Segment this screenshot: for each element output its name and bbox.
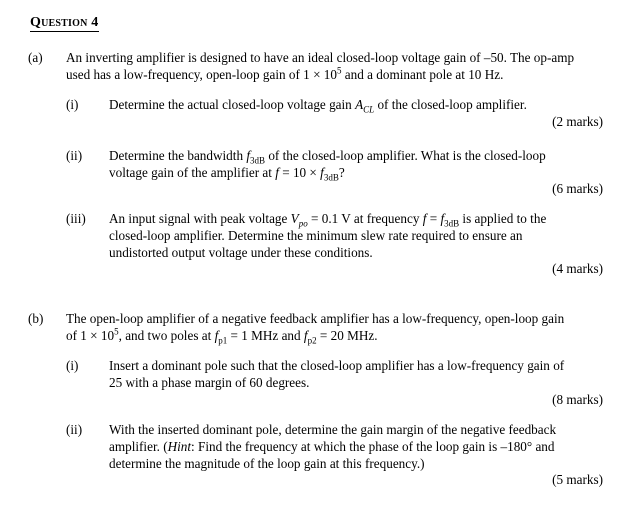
intro-text: = 20 MHz. bbox=[316, 328, 378, 343]
item-text: : Find the frequency at which the phase of the loop gain is –180° and bbox=[191, 439, 555, 454]
part-a-item-ii-text bbox=[109, 147, 603, 181]
item-text: ? bbox=[338, 165, 345, 180]
intro-gain-exponent: 5 bbox=[337, 65, 342, 76]
symbol-subscript: p1 bbox=[218, 335, 228, 346]
item-text: = bbox=[426, 211, 441, 226]
part-b-item-ii-text bbox=[109, 421, 603, 472]
item-line bbox=[109, 164, 603, 181]
part-a-intro-line1: An inverting amplifier is designed to have an ideal closed-loop voltage gain of –50. The op-amp bbox=[66, 50, 575, 65]
symbol-f: f bbox=[214, 328, 219, 343]
symbol-subscript: p2 bbox=[307, 335, 317, 346]
item-text: An input signal with peak voltage bbox=[109, 211, 291, 226]
symbol-subscript: 3dB bbox=[250, 155, 266, 166]
part-a-item-iii-text bbox=[109, 210, 603, 261]
part-a-item-i-text bbox=[109, 96, 603, 113]
part-b-item-ii-marks: (5 marks) bbox=[552, 472, 603, 487]
part-a-label: (a) bbox=[28, 50, 43, 65]
part-a-item-i-label: (i) bbox=[66, 97, 79, 112]
symbol-subscript: 3dB bbox=[444, 218, 460, 229]
intro-text: , and two poles at bbox=[118, 328, 215, 343]
item-line bbox=[109, 438, 603, 455]
item-text: is applied to the bbox=[459, 211, 547, 226]
part-b-item-i-text bbox=[109, 357, 603, 391]
intro-pole-text: and a dominant pole at 10 Hz. bbox=[341, 67, 504, 82]
gain-exponent: 5 bbox=[114, 326, 119, 337]
symbol-f: f bbox=[303, 328, 308, 343]
item-text: of the closed-loop amplifier. What is the closed-loop bbox=[265, 148, 546, 163]
symbol-a: A bbox=[355, 97, 364, 112]
intro-text: = 1 MHz and bbox=[227, 328, 304, 343]
symbol-subscript: 3dB bbox=[323, 172, 339, 183]
item-line: determine the magnitude of the loop gain at this frequency.) bbox=[109, 456, 425, 471]
part-b-intro-line1: The open-loop amplifier of a negative feedback amplifier has a low-frequency, open-loop gain bbox=[66, 311, 565, 326]
item-line: With the inserted dominant pole, determine the gain margin of the negative feedback bbox=[109, 422, 557, 437]
item-line bbox=[109, 210, 603, 227]
part-b-label: (b) bbox=[28, 311, 44, 326]
item-text: of the closed-loop amplifier. bbox=[374, 97, 527, 112]
item-text: = 10 × bbox=[278, 165, 321, 180]
item-text: Determine the actual closed-loop voltage gain bbox=[109, 97, 356, 112]
part-b-item-i-label: (i) bbox=[66, 358, 79, 373]
symbol-f: f bbox=[246, 148, 251, 163]
title-underline bbox=[30, 31, 99, 32]
question-title: Question 4 bbox=[30, 15, 99, 30]
part-a-intro bbox=[66, 49, 602, 83]
intro-gain-text: used has a low-frequency, open-loop gain of 1 × 10 bbox=[66, 67, 337, 82]
part-b-intro-line2 bbox=[66, 327, 602, 344]
part-b-item-ii-label: (ii) bbox=[66, 422, 83, 437]
item-line bbox=[109, 147, 603, 164]
part-a-item-i-marks: (2 marks) bbox=[552, 114, 603, 129]
item-text: Determine the bandwidth bbox=[109, 148, 247, 163]
symbol-f: f bbox=[275, 165, 279, 180]
intro-text: of 1 × 10 bbox=[66, 328, 115, 343]
item-text: voltage gain of the amplifier at bbox=[109, 165, 276, 180]
item-text: amplifier. ( bbox=[109, 439, 168, 454]
symbol-v: V bbox=[290, 211, 299, 226]
part-b-intro bbox=[66, 310, 602, 344]
symbol-subscript: po bbox=[298, 218, 308, 229]
symbol-f: f bbox=[422, 211, 427, 226]
hint-label: Hint bbox=[167, 439, 192, 454]
item-line: closed-loop amplifier. Determine the minimum slew rate required to ensure an bbox=[109, 228, 523, 243]
item-text: = 0.1 V at frequency bbox=[307, 211, 423, 226]
part-a-item-iii-marks: (4 marks) bbox=[552, 261, 603, 276]
part-b-item-i-marks: (8 marks) bbox=[552, 392, 603, 407]
item-line: undistorted output voltage under these conditions. bbox=[109, 245, 373, 260]
item-line: Insert a dominant pole such that the closed-loop amplifier has a low-frequency gain of bbox=[109, 358, 565, 373]
part-a-item-ii-marks: (6 marks) bbox=[552, 181, 603, 196]
symbol-subscript: CL bbox=[363, 104, 375, 115]
item-line: 25 with a phase margin of 60 degrees. bbox=[109, 375, 310, 390]
symbol-f: f bbox=[320, 165, 324, 180]
part-a-item-iii-label: (iii) bbox=[66, 211, 86, 226]
part-a-item-ii-label: (ii) bbox=[66, 148, 83, 163]
part-a-intro-line2 bbox=[66, 66, 602, 83]
symbol-f: f bbox=[440, 211, 445, 226]
